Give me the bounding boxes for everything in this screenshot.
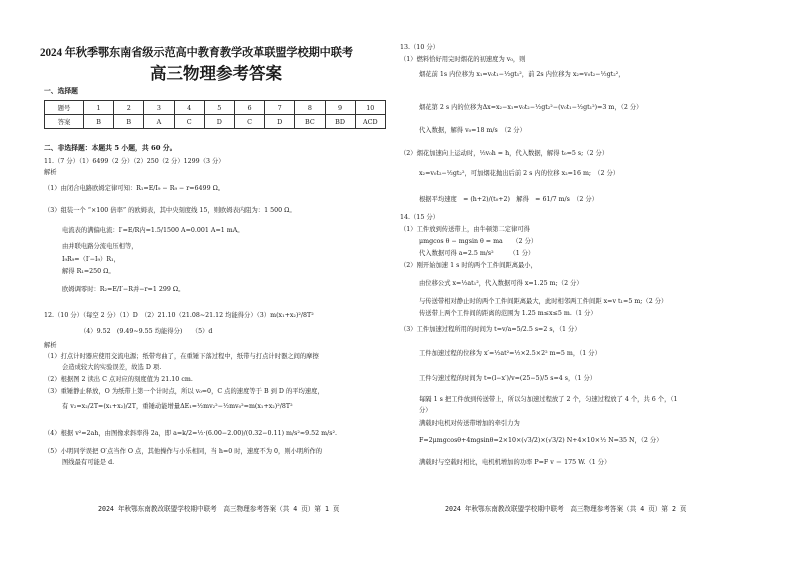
table-answer: C	[234, 115, 264, 129]
text-line: 满载时电机对传送带增加的牵引力为	[419, 420, 520, 427]
table-number: 10	[355, 101, 385, 115]
text-line: 满载时与空载时相比，电机机增加的功率 P=F v ＝ 175 W.（1 分）	[419, 459, 611, 466]
text-line: （5）小明同学误把 O′点当作 O 点，其他操作与小乐相同，当 h=0 时，速度不为 0，则小明所作的	[44, 448, 323, 455]
text-line: 电流表的满偏电流：I′=E/R内=1.5/1500 A=0.001 A=1 mA。	[62, 227, 244, 234]
text-line: （4）9.52 (9.49~9.55 均能得分) （5）d	[80, 328, 213, 335]
table-answer: BD	[325, 115, 355, 129]
table-number: 6	[234, 101, 264, 115]
text-line: （2）烟花加速向上运动时，½v₀h = h，代入数据，解得 t₀=5 s;（2 分）	[400, 150, 609, 157]
page-2	[397, 0, 794, 561]
table-answer: BC	[295, 115, 325, 129]
text-line: （1）由闭合电路欧姆定律可知：R₁=E/I₉ − R₉ − r=6499 Ω。	[44, 185, 225, 192]
text-line: 14.（15 分）	[400, 214, 439, 221]
text-line: （2）根据图 2 读出 C 点对应的刻度值为 21.10 cm.	[44, 376, 193, 383]
text-line: （2）刚开始加速 1 s 时的两个工件间距离最小，	[400, 262, 537, 269]
table-answer: A	[144, 115, 174, 129]
text-line: 欧姆调零时：R₂=E/I′−R并−r=1 299 Ω。	[62, 286, 185, 293]
text-line: 解得 R₁=250 Ω。	[62, 268, 115, 275]
section-choice-heading: 一、选择题	[44, 87, 78, 95]
table-header-label: 题号	[45, 101, 84, 115]
section-nonchoice-heading: 二、非选择题：本题共 5 小题，共 60 分。	[44, 144, 177, 152]
text-line: （3）工件加速过程所用的时间为 t=v/a=5/2.5 s=2 s，（1 分）	[400, 326, 581, 333]
text-line: 由并联电路分流电压相等，	[62, 243, 138, 250]
text-line: （4）根据 v²=2ah，由图像求斜率得 2a，即 a=k/2=½·(6.00−2.00)/(0.32−0.11) m/s²≈9.52 m/s².	[44, 430, 338, 437]
text-line: 烟花前 1s 内位移为 x₁=v₀t₁−½gt₁²，前 2s 内位移为 x₂=v₀t₂−½gt₂²，	[419, 71, 625, 78]
text-line: （3）重锤静止释放，O 为纸带上第一个计时点，所以 v₀=0，C 点的速度等于 B 到 D 的平均速度，	[44, 388, 324, 395]
text-line: 有 v₂=x₂/2T=(x₁+x₂)/2T，重锤动能增量ΔE₁=½mv₂²−½mv₀²=m(x₁+x₂)²/8T²	[62, 403, 293, 410]
text-line: I₉R₉=（I′−I₉）R₁，	[62, 256, 120, 263]
text-line: 由位移公式 x=½at₁²，代入数据可得 x=1.25 m;（2 分）	[419, 280, 583, 287]
text-line: 代入数据可得 a=2.5 m/s² （1 分）	[419, 250, 535, 257]
table-number: 8	[295, 101, 325, 115]
table-answer: ACD	[355, 115, 385, 129]
table-answer-label: 答案	[45, 115, 84, 129]
text-line: 工件匀速过程的时间为 t=(l−x′)/v=(25−5)/5 s=4 s，（1 分）	[419, 375, 597, 382]
table-answer: D	[265, 115, 295, 129]
table-number: 1	[84, 101, 114, 115]
text-line: 解析	[44, 342, 57, 349]
table-number: 9	[325, 101, 355, 115]
text-line: 12.（10 分）（每空 2 分）（1）D （2）21.10（21.08~21.12 均能得分）（3）m(x₁+x₂)²/8T²	[44, 312, 314, 319]
text-line: 11.（7 分）（1）6499（2 分）（2）250（2 分）1299（3 分）	[44, 158, 225, 165]
table-number: 2	[114, 101, 144, 115]
text-line: F=2μmgcosθ+4mgsinθ=2×10×(√3/2)×(√3/2) N+4×10×½ N=35 N，（2 分）	[419, 437, 663, 444]
text-line: （1）打点计时器应使用交流电源；纸带弯曲了，在重锤下落过程中，纸带与打点计时器之间的摩擦	[44, 353, 319, 360]
table-number: 4	[174, 101, 204, 115]
text-line: 会造成较大的实验误差，故选 D 项.	[62, 364, 162, 371]
text-line: 解析	[44, 169, 57, 176]
page-footer: 2024 年秋鄂东南教改联盟学校期中联考 高三物理参考答案（共 4 页）第 2 页	[445, 505, 687, 513]
answer-table	[44, 100, 386, 129]
exam-title: 2024 年秋季鄂东南省级示范高中教育教学改革联盟学校期中联考	[40, 47, 353, 59]
table-answer: B	[84, 115, 114, 129]
table-answer: D	[204, 115, 234, 129]
text-line: （1）燃料恰好用完时烟花的初速度为 v₀，则	[400, 56, 526, 63]
page-footer: 2024 年秋鄂东南教改联盟学校期中联考 高三物理参考答案（共 4 页）第 1 页	[98, 505, 340, 513]
text-line: 工件加速过程的位移为 x′=½at²=½×2.5×2² m=5 m，（1 分）	[419, 350, 601, 357]
answer-table-header-row	[45, 101, 386, 115]
text-line: （3）组装一个 “×100 倍率” 的欧姆表，其中央刻度线 15，则欧姆表内阻为：1 500 Ω。	[44, 207, 296, 214]
text-line: 代入数据，解得 v₀=18 m/s （2 分）	[419, 127, 526, 134]
table-number: 7	[265, 101, 295, 115]
text-line: 分）	[419, 407, 432, 414]
table-number: 5	[204, 101, 234, 115]
text-line: 图线最有可能是 d.	[62, 459, 115, 466]
text-line: x₂=v₀t₂−½gt₂²，可加烟花抛出后前 2 s 内的位移 x₂=16 m; （2 分）	[419, 170, 620, 177]
answer-table-answer-row	[45, 115, 386, 129]
table-answer: B	[114, 115, 144, 129]
text-line: 根据平均速度 = (h+2)/(t₀+2) 解得 = 61/7 m/s （2 分）	[419, 196, 598, 203]
text-line: 传送带上两个工件间的距离的范围为 1.25 m≤x≤5 m.（1 分）	[419, 310, 597, 317]
text-line: 每隔 1 s 把工件放到传送带上，所以匀加速过程放了 2 个，匀速过程放了 4 个，共 6 个，（1	[419, 396, 678, 403]
text-line: 烟花第 2 s 内的位移为Δx=x₂−x₁=v₀t₂−½gt₂²−(v₀t₁−½gt₁²)=3 m，（2 分）	[419, 104, 643, 111]
text-line: 与传送带相对静止时的两个工件间距离最大，此时相邻两工件间距 x=v t₁=5 m;（2 分）	[419, 298, 668, 305]
table-number: 3	[144, 101, 174, 115]
text-line: 13.（10 分）	[400, 44, 439, 51]
text-line: （1）工件放到传送带上，由牛顿第二定律可得	[400, 226, 530, 233]
answer-key-title: 高三物理参考答案	[150, 64, 282, 83]
table-answer: C	[174, 115, 204, 129]
text-line: μmgcos θ − mgsin θ = ma （2 分）	[419, 238, 538, 245]
